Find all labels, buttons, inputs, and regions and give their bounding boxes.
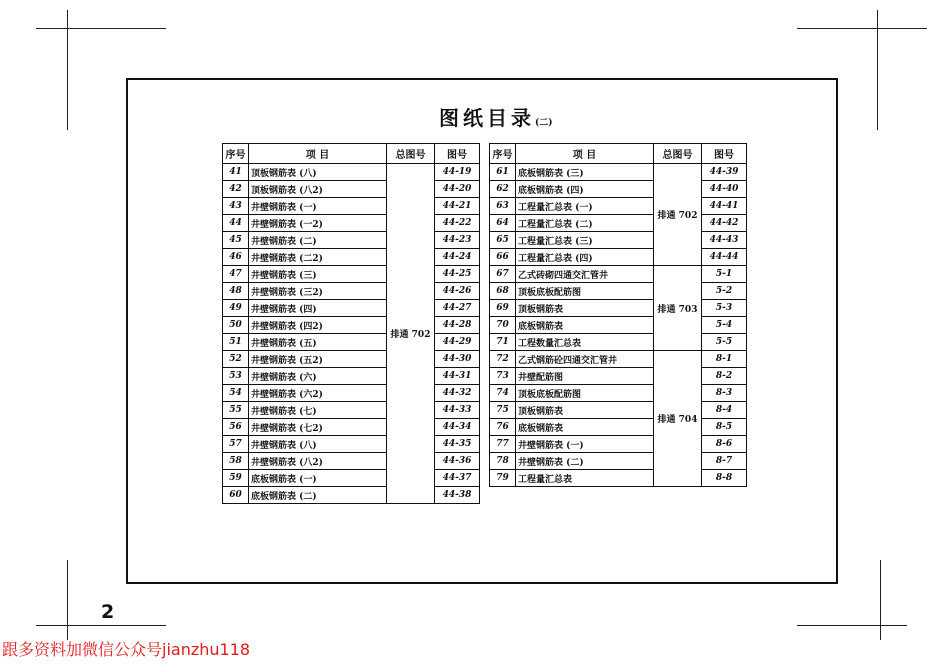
row-item: 井壁钢筋表 (八2) [249,453,387,470]
table-row [223,300,480,317]
row-figure-number: 44-34 [435,419,480,436]
row-figure-number: 8-5 [702,419,747,436]
row-figure-number: 44-26 [435,283,480,300]
table-row [223,436,480,453]
row-figure-number: 8-1 [702,351,747,368]
table-row [223,487,480,504]
table-row [223,470,480,487]
crop-mark [797,625,907,626]
table-row [223,368,480,385]
row-number: 69 [490,300,516,317]
row-figure-number: 44-21 [435,198,480,215]
row-item: 底板钢筋表 [516,317,654,334]
row-number: 76 [490,419,516,436]
row-item: 井壁钢筋表 (一) [249,198,387,215]
row-number: 60 [223,487,249,504]
row-figure-number: 44-28 [435,317,480,334]
header-no: 序号 [223,144,249,164]
table-row [490,317,747,334]
row-figure-number: 8-7 [702,453,747,470]
table-row [490,436,747,453]
header-item: 项 目 [516,144,654,164]
table-row [223,249,480,266]
page-number: 2 [101,601,115,623]
title-text: 图纸目录 [439,106,535,130]
row-item: 井壁钢筋表 (四) [249,300,387,317]
table-header [490,144,747,164]
row-figure-number: 44-42 [702,215,747,232]
row-number: 61 [490,164,516,181]
row-number: 62 [490,181,516,198]
row-figure-number: 44-19 [435,164,480,181]
row-figure-number: 44-38 [435,487,480,504]
row-number: 48 [223,283,249,300]
row-item: 井壁钢筋表 (三) [249,266,387,283]
table-row [490,215,747,232]
table-row [223,334,480,351]
table-row [490,385,747,402]
row-item: 井壁钢筋表 (七) [249,402,387,419]
table-row [223,317,480,334]
crop-mark [36,28,166,29]
row-item: 底板钢筋表 [516,419,654,436]
table-row [490,300,747,317]
table-row [490,266,747,283]
table-row [490,283,747,300]
row-item: 井壁钢筋表 (二) [249,232,387,249]
table-header [223,144,480,164]
row-figure-number: 44-36 [435,453,480,470]
row-figure-number: 44-37 [435,470,480,487]
plan-number: 排通 702 [387,164,435,504]
row-number: 75 [490,402,516,419]
row-item: 井壁钢筋表 (六) [249,368,387,385]
row-number: 57 [223,436,249,453]
row-figure-number: 44-40 [702,181,747,198]
row-figure-number: 44-35 [435,436,480,453]
table-row [223,181,480,198]
catalog-table-right [489,143,747,487]
header-item: 项 目 [249,144,387,164]
row-number: 55 [223,402,249,419]
row-item: 井壁钢筋表 (三2) [249,283,387,300]
row-figure-number: 44-39 [702,164,747,181]
row-item: 井壁钢筋表 (二) [516,453,654,470]
row-item: 顶板钢筋表 (八) [249,164,387,181]
row-number: 56 [223,419,249,436]
header-plan: 总图号 [654,144,702,164]
table-row [223,232,480,249]
row-figure-number: 44-23 [435,232,480,249]
table-row [490,164,747,181]
row-item: 底板钢筋表 (一) [249,470,387,487]
table-row [490,402,747,419]
row-number: 46 [223,249,249,266]
table-row [490,232,747,249]
table-row [223,453,480,470]
table-row [223,351,480,368]
row-item: 井壁钢筋表 (一2) [249,215,387,232]
row-item: 井壁配筋图 [516,368,654,385]
row-number: 58 [223,453,249,470]
row-item: 工程数量汇总表 [516,334,654,351]
crop-mark [67,560,68,640]
row-figure-number: 44-22 [435,215,480,232]
row-figure-number: 44-44 [702,249,747,266]
table-row [490,181,747,198]
catalog-table-left [222,143,480,504]
table-row [223,283,480,300]
row-figure-number: 44-32 [435,385,480,402]
row-item: 井壁钢筋表 (五2) [249,351,387,368]
row-number: 71 [490,334,516,351]
plan-number: 排通 704 [654,351,702,487]
table-row [490,249,747,266]
row-number: 77 [490,436,516,453]
table-row [223,164,480,181]
row-item: 井壁钢筋表 (一) [516,436,654,453]
row-item: 井壁钢筋表 (六2) [249,385,387,402]
row-item: 顶板底板配筋图 [516,385,654,402]
row-number: 43 [223,198,249,215]
row-number: 54 [223,385,249,402]
header-fig: 图号 [435,144,480,164]
row-item: 乙式钢筋砼四通交汇管井 [516,351,654,368]
crop-mark [797,28,927,29]
table-row [490,453,747,470]
row-number: 68 [490,283,516,300]
row-number: 73 [490,368,516,385]
row-item: 顶板钢筋表 [516,402,654,419]
row-figure-number: 8-3 [702,385,747,402]
row-number: 45 [223,232,249,249]
watermark-text: 跟多资料加微信公众号jianzhu118 [2,640,251,659]
row-item: 顶板底板配筋图 [516,283,654,300]
row-item: 工程量汇总表 (二) [516,215,654,232]
row-number: 63 [490,198,516,215]
row-figure-number: 44-41 [702,198,747,215]
plan-number: 排通 703 [654,266,702,351]
row-number: 42 [223,181,249,198]
row-item: 工程量汇总表 [516,470,654,487]
title-suffix: (二) [535,118,553,128]
row-item: 工程量汇总表 (四) [516,249,654,266]
row-number: 52 [223,351,249,368]
header-plan: 总图号 [387,144,435,164]
row-figure-number: 44-30 [435,351,480,368]
row-number: 64 [490,215,516,232]
row-item: 底板钢筋表 (二) [249,487,387,504]
crop-mark [36,625,166,626]
table-row [223,198,480,215]
row-figure-number: 5-1 [702,266,747,283]
row-item: 井壁钢筋表 (七2) [249,419,387,436]
row-figure-number: 8-8 [702,470,747,487]
header-no: 序号 [490,144,516,164]
row-number: 49 [223,300,249,317]
row-item: 井壁钢筋表 (八) [249,436,387,453]
row-number: 66 [490,249,516,266]
table-row [223,402,480,419]
row-number: 41 [223,164,249,181]
row-number: 72 [490,351,516,368]
row-number: 78 [490,453,516,470]
row-item: 乙式砖砌四通交汇管井 [516,266,654,283]
row-number: 67 [490,266,516,283]
row-number: 74 [490,385,516,402]
row-number: 44 [223,215,249,232]
row-figure-number: 8-2 [702,368,747,385]
row-figure-number: 44-29 [435,334,480,351]
table-row [490,351,747,368]
row-figure-number: 44-20 [435,181,480,198]
row-figure-number: 44-31 [435,368,480,385]
plan-number: 排通 702 [654,164,702,266]
page-title [439,102,553,131]
row-item: 工程量汇总表 (三) [516,232,654,249]
table-row [490,334,747,351]
row-figure-number: 44-33 [435,402,480,419]
table-row [223,385,480,402]
row-item: 顶板钢筋表 [516,300,654,317]
crop-mark [880,560,881,640]
table-row [490,419,747,436]
row-item: 工程量汇总表 (一) [516,198,654,215]
row-figure-number: 8-4 [702,402,747,419]
table-row [223,266,480,283]
table-row [223,215,480,232]
table-row [223,419,480,436]
row-number: 53 [223,368,249,385]
row-figure-number: 44-27 [435,300,480,317]
row-figure-number: 8-6 [702,436,747,453]
row-number: 79 [490,470,516,487]
row-figure-number: 5-2 [702,283,747,300]
row-figure-number: 44-24 [435,249,480,266]
header-fig: 图号 [702,144,747,164]
row-number: 51 [223,334,249,351]
row-item: 井壁钢筋表 (二2) [249,249,387,266]
row-item: 井壁钢筋表 (五) [249,334,387,351]
row-item: 底板钢筋表 (三) [516,164,654,181]
row-number: 47 [223,266,249,283]
row-figure-number: 5-5 [702,334,747,351]
row-figure-number: 5-4 [702,317,747,334]
row-item: 井壁钢筋表 (四2) [249,317,387,334]
row-figure-number: 44-25 [435,266,480,283]
table-row [490,198,747,215]
row-item: 顶板钢筋表 (八2) [249,181,387,198]
table-row [490,470,747,487]
row-number: 50 [223,317,249,334]
table-row [490,368,747,385]
row-number: 70 [490,317,516,334]
row-figure-number: 5-3 [702,300,747,317]
row-number: 65 [490,232,516,249]
row-number: 59 [223,470,249,487]
row-item: 底板钢筋表 (四) [516,181,654,198]
row-figure-number: 44-43 [702,232,747,249]
